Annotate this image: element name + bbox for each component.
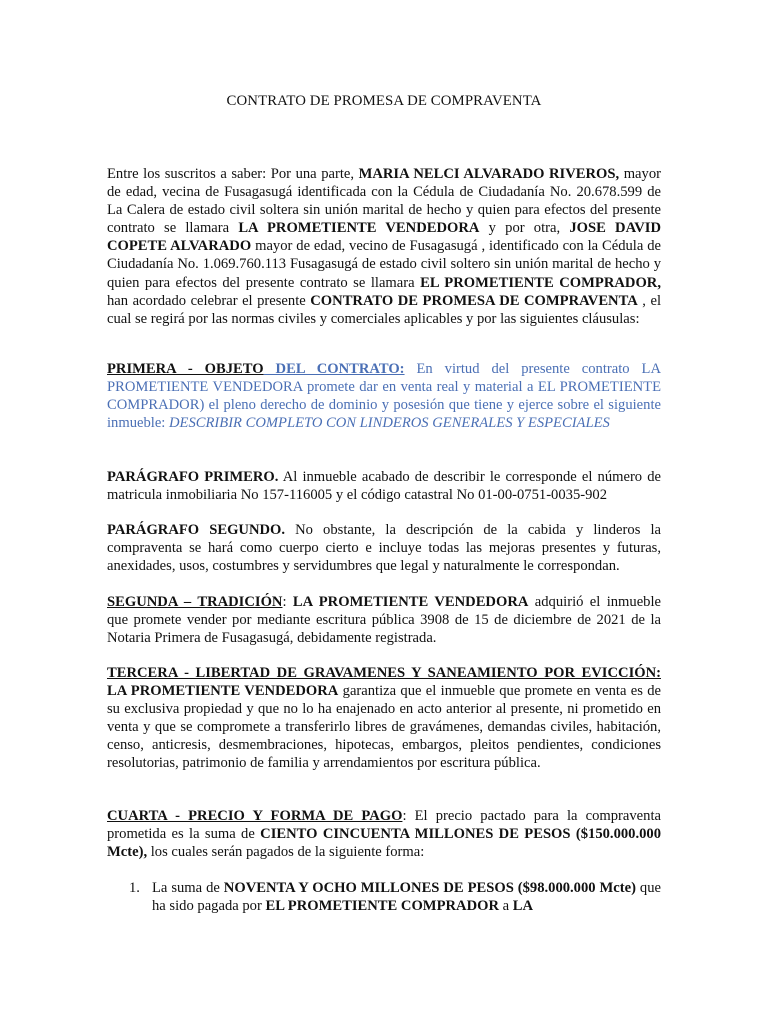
clause-primera-heading-blue: DEL CONTRATO: bbox=[263, 361, 405, 377]
intro-text-6: , el cual se regirá por las normas civiles y comerciales aplicables y por las siguientes cláusulas: bbox=[107, 292, 662, 327]
seller-name: MARIA NELCI ALVARADO RIVEROS, bbox=[358, 166, 620, 182]
contract-name: CONTRATO DE PROMESA DE COMPRAVENTA bbox=[310, 292, 638, 309]
intro-text-4: mayor de edad, vecino de Fusagasugá , identificado con la Cédula de Ciudadanía No. 1.069.760.113 Fusagasugá de estado civil soltero sin unión marital de hecho y quien para efectos del presente contrato se llamara bbox=[107, 238, 661, 291]
clause-tercera bbox=[107, 664, 661, 773]
first-payment-amount: NOVENTA Y OCHO MILLONES DE PESOS ($98.000.000 Mcte) bbox=[223, 880, 636, 896]
clause-cuarta-text-1: El precio pactado para la compraventa prometida es la suma de bbox=[107, 808, 661, 843]
clause-segunda bbox=[107, 593, 661, 647]
clause-segunda-colon: : bbox=[282, 594, 293, 610]
seller-role: LA PROMETIENTE VENDEDORA bbox=[238, 220, 480, 237]
price-amount: CIENTO CINCUENTA MILLONES DE PESOS ($150.000.000 Mcte), bbox=[107, 826, 661, 861]
document-title: CONTRATO DE PROMESA DE COMPRAVENTA bbox=[226, 93, 542, 109]
intro-text-3: y por otra, bbox=[479, 220, 570, 237]
intro-text-2: mayor de edad, vecina de Fusagasugá identificada con la Cédula de Ciudadanía No. 20.678.599 de La Calera de estado civil soltera sin unión marital de hecho y quien para efectos del presente contrato se llamara bbox=[107, 166, 661, 237]
clause-tercera-body: garantiza que el inmueble que promete en venta es de su exclusiva propiedad y que no lo ha enajenado en acto anterior al presente, ni prometido en venta y que se compromete a transferirlo libres de gravámenes, demandas civiles, habitación, censo, anticresis, desmembraciones, hipotecas, embargos, pleitos pendientes, condiciones resolutorias, patrimonio de familia y arrendamientos por escritura pública. bbox=[107, 683, 661, 772]
paragrafo-segundo-body: No obstante, la descripción de la cabida y linderos la compraventa se hará como cuerpo cierto e incluye todas las mejoras presentes y futuras, anexidades, usos, costumbres y servidumbres que legal y naturalmente le correspondan. bbox=[107, 522, 661, 575]
list-text-1: La suma de bbox=[152, 880, 224, 896]
clause-cuarta-heading: CUARTA - PRECIO Y FORMA DE PAGO bbox=[107, 808, 403, 824]
paragrafo-segundo-heading: PARÁGRAFO SEGUNDO. bbox=[107, 522, 286, 538]
paragrafo-primero-body: Al inmueble acabado de describir le corresponde el número de matricula inmobiliaria No 157-116005 y el código catastral No 01-00-0751-0035-902 bbox=[107, 469, 661, 504]
clause-primera-heading: PRIMERA - OBJETO bbox=[107, 361, 264, 377]
payment-list-item bbox=[129, 879, 661, 915]
intro-paragraph bbox=[107, 165, 661, 328]
clause-cuarta-text-2: los cuales serán pagados de la siguiente forma: bbox=[147, 844, 425, 861]
list-item-text bbox=[152, 879, 661, 915]
clause-segunda-heading: SEGUNDA – TRADICIÓN bbox=[107, 594, 283, 610]
list-buyer-role: EL PROMETIENTE COMPRADOR bbox=[265, 898, 499, 915]
clause-primera bbox=[107, 360, 661, 432]
list-text-3: a bbox=[499, 898, 513, 915]
list-number: 1. bbox=[129, 880, 140, 896]
clause-tercera-heading: TERCERA - LIBERTAD DE GRAVAMENES Y SANEAMIENTO POR EVICCIÓN: bbox=[107, 665, 661, 681]
clause-cuarta bbox=[107, 807, 661, 861]
paragrafo-segundo bbox=[107, 521, 661, 575]
list-seller-fragment: LA bbox=[512, 898, 534, 915]
clause-primera-body: En virtud del presente contrato LA PROMETIENTE VENDEDORA promete dar en venta real y material a EL PROMETIENTE COMPRADOR) el pleno derecho de dominio y posesión que tiene y ejerce sobre el siguiente inmueble: bbox=[107, 361, 661, 432]
clause-segunda-body: adquirió el inmueble que promete vender por mediante escritura pública 3908 de 15 de diciembre de 2021 de la Notaria Primera de Fusagasugá, debidamente registrada. bbox=[107, 594, 662, 647]
clause-tercera-party: LA PROMETIENTE VENDEDORA bbox=[107, 683, 339, 700]
clause-cuarta-colon: : bbox=[402, 808, 407, 824]
intro-text-5: han acordado celebrar el presente bbox=[107, 292, 311, 309]
buyer-role: EL PROMETIENTE COMPRADOR, bbox=[420, 274, 661, 291]
property-description-placeholder: DESCRIBIR COMPLETO CON LINDEROS GENERALES Y ESPECIALES bbox=[169, 415, 610, 432]
intro-text-1: Entre los suscritos a saber: Por una parte, bbox=[107, 166, 359, 182]
list-text-2: que ha sido pagada por bbox=[152, 880, 661, 915]
clause-segunda-party: LA PROMETIENTE VENDEDORA bbox=[292, 594, 529, 610]
paragrafo-primero-heading: PARÁGRAFO PRIMERO. bbox=[107, 469, 279, 485]
paragrafo-primero bbox=[107, 468, 661, 504]
buyer-name: JOSE DAVID COPETE ALVARADO bbox=[107, 220, 661, 255]
